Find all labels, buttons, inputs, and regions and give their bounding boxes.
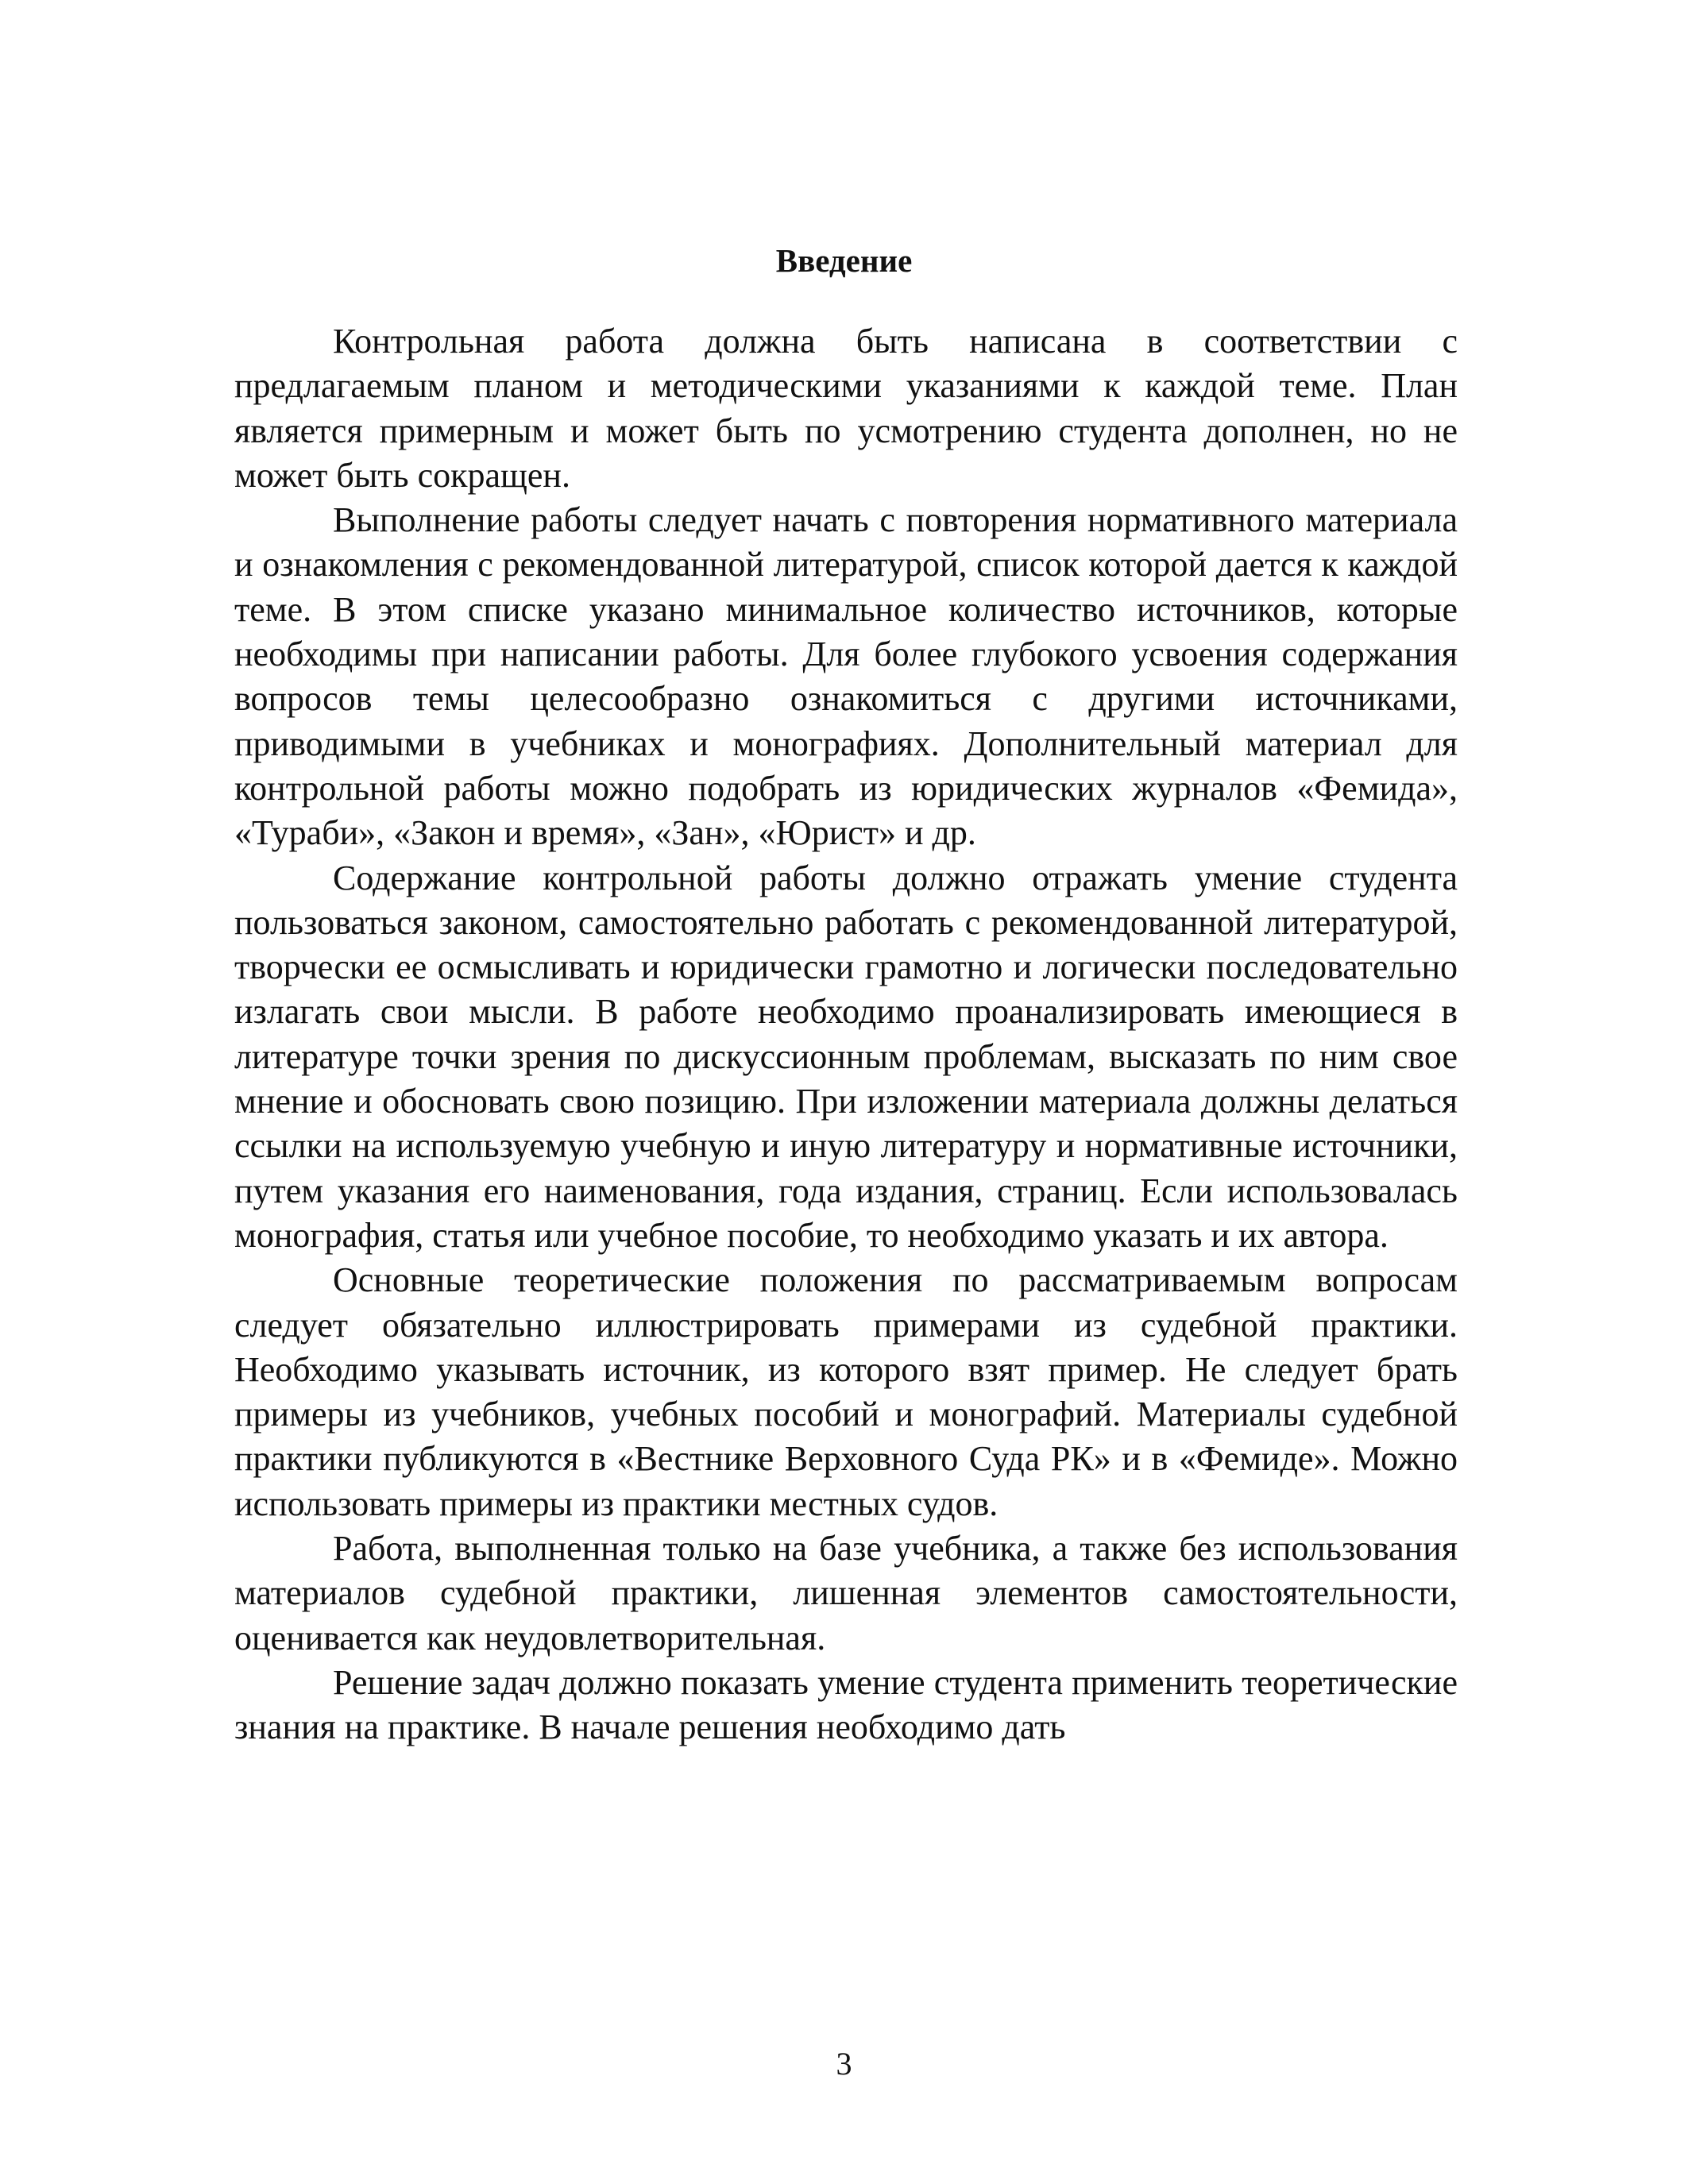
paragraph-2: Выполнение работы следует начать с повторения нормативного материала и ознакомления с рекомендованной литературой, список которой дается к каждой теме. В этом списке указано минимальное количество источников, которые необходимы при написании работы. Для более глубокого усвоения содержания вопросов темы целесообразно ознакомиться с другими источниками, приводимыми в учебниках и монографиях. Дополнительный материал для контрольной работы можно подобрать из юридических журналов «Фемида», «Тураби», «Закон и время», «Зан», «Юрист» и др. xyxy=(234,500,1458,853)
paragraph-6: Решение задач должно показать умение студента применить теоретические знания на практике. В начале решения необходимо дать xyxy=(234,1662,1458,1747)
page-number: 3 xyxy=(836,2046,852,2082)
page-title: Введение xyxy=(775,242,913,279)
paragraph-1: Контрольная работа должна быть написана в соответствии с предлагаемым планом и методическими указаниями к каждой теме. План является примерным и может быть по усмотрению студента дополнен, но не может быть сокращен. xyxy=(234,322,1458,495)
paragraph-5: Работа, выполненная только на базе учебника, а также без использования материалов судебной практики, лишенная элементов самостоятельности, оценивается как неудовлетворительная. xyxy=(234,1529,1458,1657)
paragraph-3: Содержание контрольной работы должно отражать умение студента пользоваться законом, самостоятельно работать с рекомендованной литературой, творчески ее осмысливать и юридически грамотно и логически последовательно излагать свои мысли. В работе необходимо проанализировать имеющиеся в литературе точки зрения по дискуссионным проблемам, высказать по ним свое мнение и обосновать свою позицию. При изложении материала должны делаться ссылки на используемую учебную и иную литературу и нормативные источники, путем указания его наименования, года издания, страниц. Если использовалась монография, статья или учебное пособие, то необходимо указать и их автора. xyxy=(234,858,1458,1255)
body-text xyxy=(234,319,1458,1750)
paragraph-4: Основные теоретические положения по рассматриваемым вопросам следует обязательно иллюстрировать примерами из судебной практики. Необходимо указывать источник, из которого взят пример. Не следует брать примеры из учебников, учебных пособий и монографий. Материалы судебной практики публикуются в «Вестнике Верховного Суда РК» и в «Фемиде». Можно использовать примеры из практики местных судов. xyxy=(234,1260,1458,1523)
